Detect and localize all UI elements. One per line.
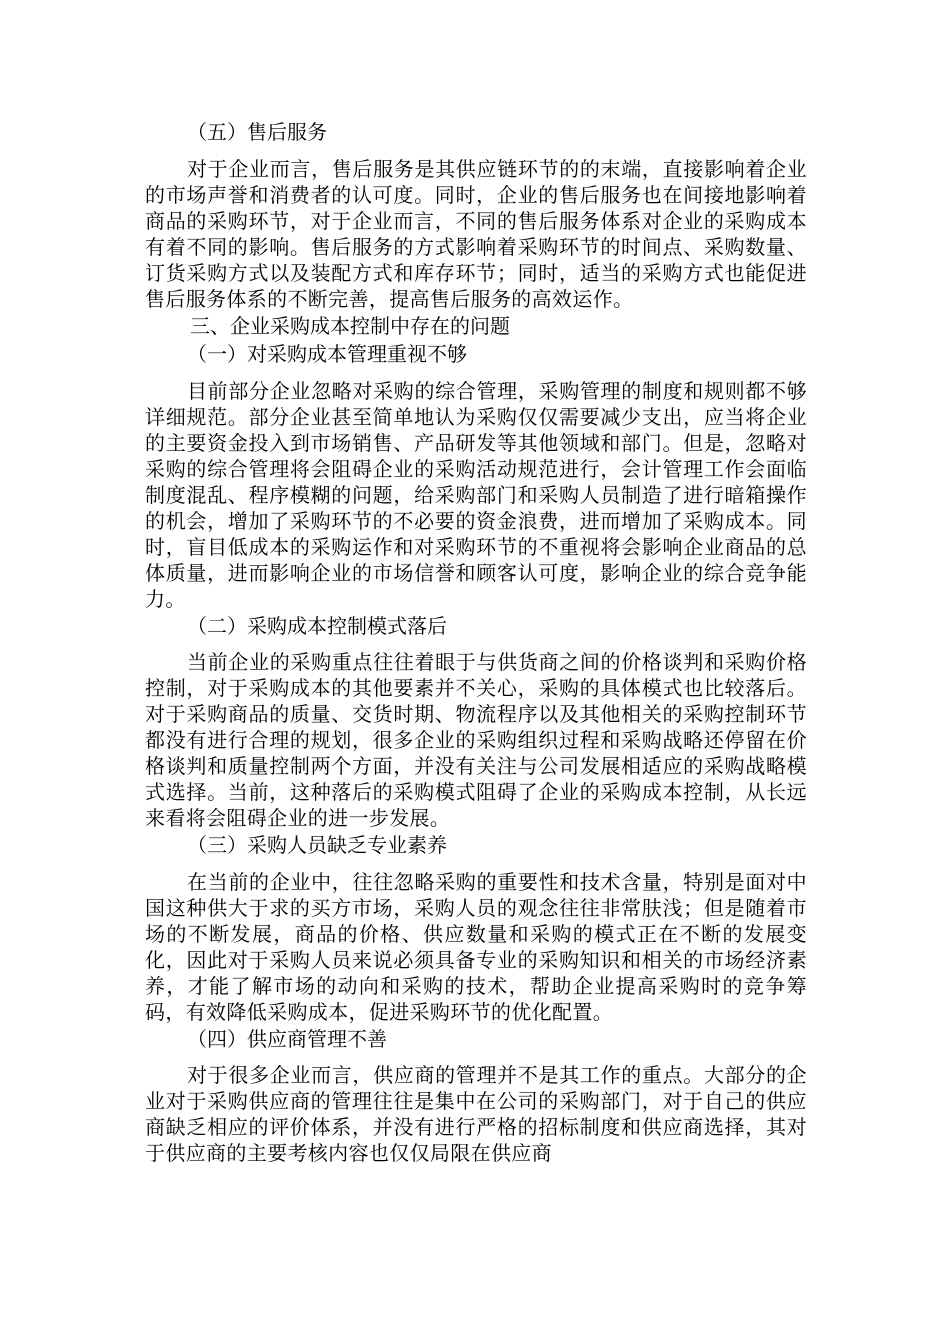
section-heading-supplier-management: （四）供应商管理不善 <box>187 1026 387 1051</box>
paragraph-supplier-management: 对于很多企业而言，供应商的管理并不是其工作的重点。大部分的企业对于采购供应商的管理往往是集中在公司的采购部门，对于自己的供应商缺乏相应的评价体系，并没有进行严格的招标制度和供应商选择，其对于供应商的主要考核内容也仅仅局限在供应商 <box>145 1063 807 1165</box>
spacer <box>145 640 807 649</box>
chapter-heading-problems: 三、企业采购成本控制中存在的问题 <box>190 313 510 338</box>
paragraph-outdated-model: 当前企业的采购重点往往着眼于与供货商之间的价格谈判和采购价格控制，对于采购成本的其他要素并不关心，采购的具体模式也比较落后。对于采购商品的质量、交货时期、物流程序以及其他相关的采购控制环节都没有进行合理的规划，很多企业的采购组织过程和采购战略还停留在价格谈判和质量控制两个方面，并没有关注与公司发展相适应的采购战略模式选择。当前，这种落后的采购模式阻碍了企业的采购成本控制，从长远来看将会阻碍企业的进一步发展。 <box>145 650 807 830</box>
paragraph-insufficient-attention: 目前部分企业忽略对采购的综合管理，采购管理的制度和规则都不够详细规范。部分企业甚至简单地认为采购仅仅需要减少支出，应当将企业的主要资金投入到市场销售、产品研发等其他领域和部门。但是，忽略对采购的综合管理将会阻碍企业的采购活动规范进行，会计管理工作会面临制度混乱、程序模糊的问题，给采购部门和采购人员制造了进行暗箱操作的机会，增加了采购环节的不必要的资金浪费，进而增加了采购成本。同时，盲目低成本的采购运作和对采购环节的不重视将会影响企业商品的总体质量，进而影响企业的市场信誉和顾客认可度，影响企业的综合竞争能力。 <box>145 378 807 611</box>
spacer <box>145 369 807 378</box>
spacer <box>145 1053 807 1062</box>
paragraph-after-sales: 对于企业而言，售后服务是其供应链环节的的末端，直接影响着企业的市场声誉和消费者的认可度。同时，企业的售后服务也在间接地影响着商品的采购环节，对于企业而言，不同的售后服务体系对企业的采购成本有着不同的影响。售后服务的方式影响着采购环节的时间点、采购数量、订货采购方式以及装配方式和库存环节；同时，适当的采购方式也能促进售后服务体系的不断完善，提高售后服务的高效运作。 <box>145 156 807 311</box>
document-body <box>145 118 807 1166</box>
paragraph-staff-competence: 在当前的企业中，往往忽略采购的重要性和技术含量，特别是面对中国这种供大于求的买方市场，采购人员的观念往往非常肤浅；但是随着市场的不断发展，商品的价格、供应数量和采购的模式正在不断的发展变化，因此对于采购人员来说必须具备专业的采购知识和相关的市场经济素养，才能了解市场的动向和采购的技术，帮助企业提高采购时的竞争筹码，有效降低采购成本，促进采购环节的优化配置。 <box>145 869 807 1024</box>
section-heading-insufficient-attention: （一）对采购成本管理重视不够 <box>187 342 467 366</box>
spacer <box>145 147 807 156</box>
section-heading-after-sales: （五）售后服务 <box>187 120 327 144</box>
section-heading-staff-competence: （三）采购人员缺乏专业素养 <box>187 833 447 857</box>
spacer <box>145 860 807 869</box>
section-heading-outdated-model: （二）采购成本控制模式落后 <box>187 613 447 638</box>
